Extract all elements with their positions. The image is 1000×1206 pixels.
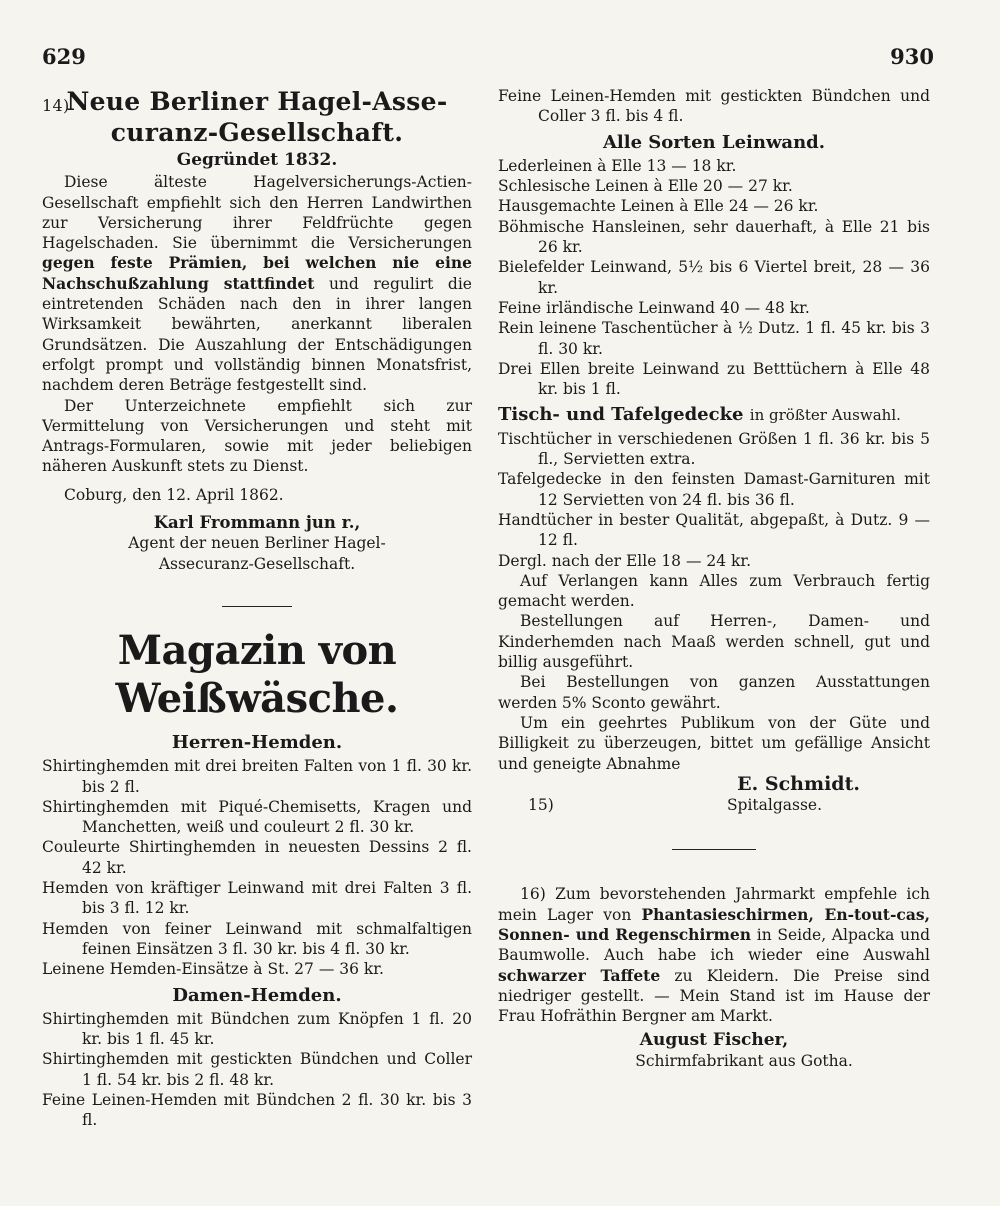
ad14-p1-pre: Diese älteste Hagelversicherungs-Actien-Gesellschaft empfiehlt sich den Herren Landwirthen zur Versicherung ihrer Feldfrüchte gegen Hagelschaden. Sie übernimmt die Versicherungen [42,173,472,253]
ad14-number: 14) [42,96,70,115]
magazin-title: Magazin von Weißwäsche. [115,626,399,722]
leinwand-item: Feine irländische Leinwand 40 — 48 kr. [498,298,810,317]
tisch-heading-rest: in größter Auswahl. [749,406,901,425]
divider [672,849,756,850]
damen-item: Feine Leinen-Hemden mit Bündchen 2 fl. 30 kr. bis 3 fl. [42,1090,472,1130]
leinwand-item: Rein leinene Taschentücher à ½ Dutz. 1 fl. 45 kr. bis 3 fl. 30 kr. [498,319,930,358]
tisch-item: Tafelgedecke in den feinsten Damast-Garnituren mit 12 Servietten von 24 fl. bis 36 fl. [498,470,930,509]
ad16-bold-2: schwarzer Taffete [498,965,661,985]
herren-heading: Herren-Hemden. [171,731,343,753]
ad14-title-line-2: curanz-Gesellschaft. [110,118,404,147]
ad16-signer-role: Schirmfabrikant aus Gotha. [635,1051,853,1070]
ad14-p1-post: und regulirt die eintretenden Schäden nach den in ihrer langen Wirksamkeit bewährten, anerkannt liberalen Grundsätzen. Die Auszahlung der Entschädigungen erfolgt prompt und vollständig binnen Monatsfrist, nachdem deren Beträge festgestellt sind. [42,274,472,395]
ad14-paragraph-1 [42,172,472,395]
herren-item: Hemden von kräftiger Leinwand mit drei Falten 3 fl. bis 3 fl. 12 kr. [42,879,472,918]
ad16-text-2: in Seide, Alpacka und Baumwolle. Auch habe ich wieder eine Auswahl [498,925,930,965]
magazin-note-1: Auf Verlangen kann Alles zum Verbrauch fertig gemacht werden. [498,571,930,611]
leinwand-item: Schlesische Leinen à Elle 20 — 27 kr. [498,177,793,196]
herren-item: Couleurte Shirtinghemden in neuesten Dessins 2 fl. 42 kr. [42,838,472,877]
tisch-heading [498,405,930,425]
tisch-item: Tischtücher in verschiedenen Größen 1 fl. 36 kr. bis 5 fl., Servietten extra. [498,429,930,469]
magazin-note-3: Bei Bestellungen von ganzen Ausstattungen werden 5% Sconto gewährt. [498,673,930,712]
ad16-text-3: zu Kleidern. Die Preise sind niedriger gestellt. — Mein Stand ist im Hause der Frau Hofräthin Bergner am Markt. [498,966,930,1026]
ad15-number: 15) [528,796,554,815]
leinwand-item: Lederleinen à Elle 13 — 18 kr. [498,156,737,175]
leinwand-item: Drei Ellen breite Leinwand zu Betttüchern à Elle 48 kr. bis 1 fl. [498,359,930,399]
leinwand-item: Bielefelder Leinwand, 5½ bis 6 Viertel breit, 28 — 36 kr. [498,258,930,297]
damen-item: Shirtinghemden mit gestickten Bündchen und Coller 1 fl. 54 kr. bis 2 fl. 48 kr. [42,1050,472,1089]
magazin-note-4: Um ein geehrtes Publikum von der Güte und Billigkeit zu überzeugen, bittet um gefällige Ansicht und geneigte Abnahme [498,713,930,773]
leinwand-item: Böhmische Hansleinen, sehr dauerhaft, à Elle 21 bis 26 kr. [498,217,930,257]
herren-item: Shirtinghemden mit Piqué-Chemisetts, Kragen und Manchetten, weiß und couleurt 2 fl. 30 kr. [42,797,472,837]
damen-heading: Damen-Hemden. [172,984,342,1006]
ad14-p1-bold: gegen feste Prämien, bei welchen nie eine Nachschußzahlung stattfindet [42,253,472,293]
ad14-place-date: Coburg, den 12. April 1862. [64,485,284,504]
divider [222,606,292,607]
left-column [42,86,472,1131]
tisch-heading-bold: Tisch- und Tafelgedecke [498,404,744,426]
tisch-item: Dergl. nach der Elle 18 — 24 kr. [498,551,752,570]
herren-item: Shirtinghemden mit drei breiten Falten von 1 fl. 30 kr. bis 2 fl. [42,757,472,796]
ad14-title-line-1: Neue Berliner Hagel-Asse- [66,87,448,116]
herren-item: Hemden von feiner Leinwand mit schmalfaltigen feinen Einsätzen 3 fl. 30 kr. bis 4 fl. 30 kr. [42,919,472,958]
page-number-left: 629 [42,44,86,69]
ad16-number: 16) [520,885,546,904]
damen-item: Shirtinghemden mit Bündchen zum Knöpfen 1 fl. 20 kr. bis 1 fl. 45 kr. [42,1009,472,1049]
ad16-text-1: Zum bevorstehenden Jahrmarkt empfehle ich mein Lager von [498,885,930,924]
magazin-address: Spitalgasse. [726,796,823,815]
magazin-address-line [498,795,930,815]
ad16-signer: August Fischer, [639,1030,789,1051]
damen-item: Feine Leinen-Hemden mit gestickten Bündchen und Coller 3 fl. bis 4 fl. [498,87,930,126]
page-number-right: 930 [890,44,934,69]
ad16-text [498,884,930,1026]
right-column [498,86,930,1071]
herren-item: Leinene Hemden-Einsätze à St. 27 — 36 kr. [42,960,384,979]
magazin-note-2: Bestellungen auf Herren-, Damen- und Kinderhemden nach Maaß werden schnell, gut und billig ausgeführt. [498,612,930,672]
ad14-signer: Karl Frommann jun r., [153,513,361,533]
ad14-signer-role-1: Agent der neuen Berliner Hagel- [128,534,386,553]
leinwand-item: Hausgemachte Leinen à Elle 24 — 26 kr. [498,197,819,216]
ad14-title [42,86,472,148]
ad14-founded: Gegründet 1832. [176,150,338,170]
ad14-signer-role-2: Assecuranz-Gesellschaft. [158,554,356,573]
ad14-paragraph-2: Der Unterzeichnete empfiehlt sich zur Vermittelung von Versicherungen und steht mit Antrags-Formularen, sowie mit jeder beliebigen näheren Auskunft stets zu Dienst. [42,396,472,476]
tisch-item: Handtücher in bester Qualität, abgepaßt, à Dutz. 9 — 12 fl. [498,510,930,550]
ad16-bold-1: Phantasieschirmen, En-tout-cas, Sonnen- und Regenschirmen [498,904,930,944]
leinwand-heading: Alle Sorten Leinwand. [602,131,826,153]
magazin-signer: E. Schmidt. [737,772,860,795]
